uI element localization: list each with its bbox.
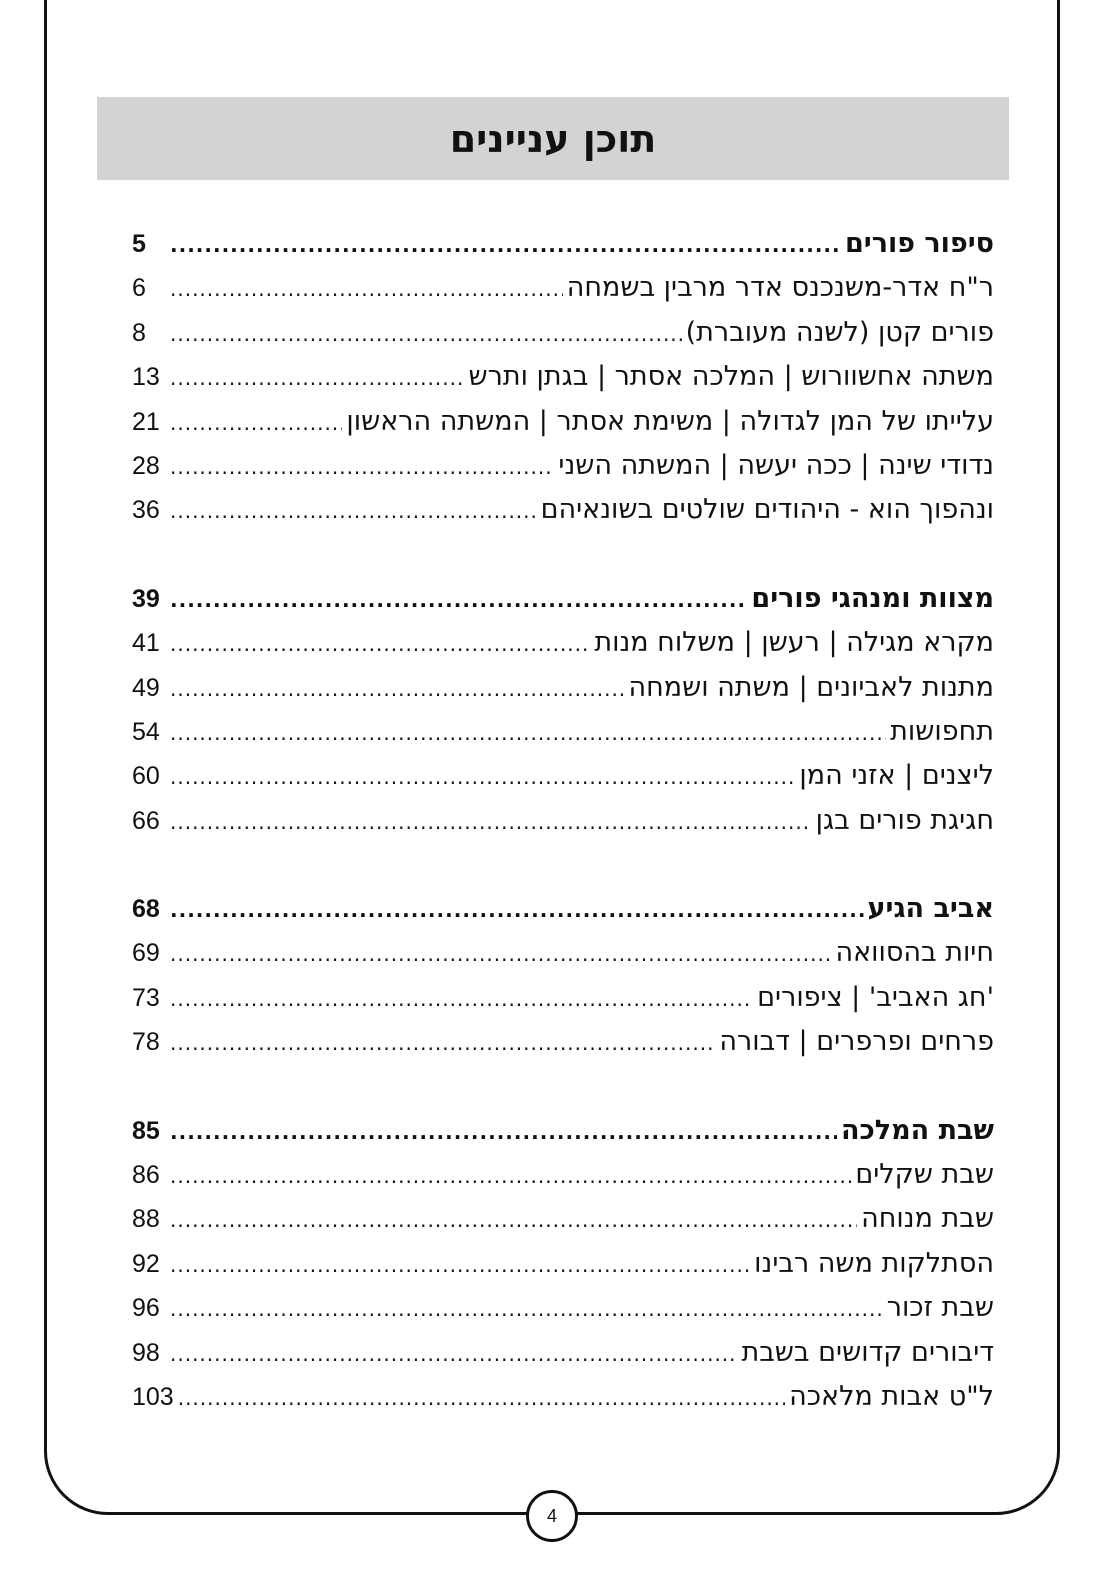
- toc-entry-page: 78: [132, 1028, 160, 1057]
- dot-leader: [170, 754, 795, 799]
- toc-heading-page: 5: [132, 230, 146, 258]
- toc-entry[interactable]: [132, 1153, 994, 1197]
- dot-leader: [170, 400, 342, 445]
- toc-entry-page: 69: [132, 939, 160, 968]
- toc-section-heading[interactable]: [132, 222, 994, 266]
- dot-leader: [170, 621, 590, 666]
- toc-entry-page: 36: [132, 496, 160, 525]
- toc-entry-label: שבת שקלים: [855, 1159, 994, 1191]
- toc-entry-page: 103: [132, 1382, 174, 1411]
- toc-entry-label: ליצנים | אזני המן: [799, 760, 994, 792]
- toc-entry[interactable]: [132, 1197, 994, 1241]
- toc-section-heading[interactable]: [132, 887, 994, 931]
- toc-entry[interactable]: [132, 266, 994, 310]
- toc-entry-label: עלייתו של המן לגדולה | משימת אסתר | המשתה הראשון: [346, 405, 994, 437]
- toc-entry-label: שבת זכור: [886, 1292, 994, 1324]
- dot-leader: [170, 311, 682, 356]
- dot-leader: [170, 444, 554, 489]
- toc-entry-page: 60: [132, 762, 160, 791]
- toc-entry-label: פרחים ופרפרים | דבורה: [719, 1026, 994, 1058]
- page-number: 4: [526, 1490, 578, 1542]
- toc-entry-page: 96: [132, 1294, 160, 1323]
- toc-entry-page: 8: [132, 318, 146, 347]
- toc-entry[interactable]: [132, 666, 994, 710]
- toc-entry-page: 66: [132, 806, 160, 835]
- toc-entry[interactable]: [132, 976, 994, 1020]
- dot-leader: [170, 976, 753, 1021]
- table-of-contents: [132, 222, 994, 1463]
- toc-entry-label: ר"ח אדר-משנכנס אדר מרבין בשמחה: [566, 272, 994, 304]
- toc-section: [132, 577, 994, 843]
- toc-entry[interactable]: [132, 1375, 994, 1419]
- toc-section-heading[interactable]: [132, 1109, 994, 1153]
- toc-section: [132, 1109, 994, 1420]
- toc-entry-label: פורים קטן (לשנה מעוברת): [685, 316, 994, 348]
- toc-entry[interactable]: [132, 444, 994, 488]
- dot-leader: [170, 488, 537, 533]
- dot-leader: [170, 222, 841, 267]
- dot-leader: [170, 266, 563, 311]
- toc-entry[interactable]: [132, 754, 994, 798]
- toc-entry-page: 41: [132, 629, 160, 658]
- dot-leader: [170, 710, 886, 755]
- toc-entry[interactable]: [132, 400, 994, 444]
- toc-entry-page: 86: [132, 1161, 160, 1190]
- toc-entry[interactable]: [132, 621, 994, 665]
- title-bar: [97, 97, 1009, 180]
- toc-heading-label: אביב הגיע: [867, 893, 994, 925]
- dot-leader: [170, 799, 812, 844]
- toc-entry-label: שבת מנוחה: [861, 1203, 994, 1235]
- toc-entry-label: ונהפוך הוא - היהודים שולטים בשונאיהם: [540, 494, 994, 526]
- toc-entry[interactable]: [132, 799, 994, 843]
- dot-leader: [170, 931, 831, 976]
- toc-entry-label: תחפושות: [890, 715, 994, 747]
- toc-entry-page: 73: [132, 983, 160, 1012]
- toc-heading-label: מצוות ומנהגי פורים: [751, 582, 994, 614]
- toc-entry-page: 13: [132, 363, 160, 392]
- toc-entry[interactable]: [132, 1242, 994, 1286]
- toc-entry[interactable]: [132, 1286, 994, 1330]
- toc-heading-label: שבת המלכה: [840, 1114, 994, 1146]
- toc-entry-page: 21: [132, 407, 160, 436]
- toc-entry-label: 'חג האביב' | ציפורים: [757, 981, 994, 1013]
- toc-entry[interactable]: [132, 1020, 994, 1064]
- toc-entry-page: 28: [132, 451, 160, 480]
- toc-section: [132, 222, 994, 533]
- dot-leader: [170, 1331, 737, 1376]
- toc-heading-page: 68: [132, 895, 160, 924]
- dot-leader: [178, 1375, 785, 1420]
- dot-leader: [170, 666, 624, 711]
- toc-entry-label: ל"ט אבות מלאכה: [789, 1380, 994, 1412]
- toc-heading-page: 85: [132, 1116, 160, 1145]
- toc-entry-page: 98: [132, 1338, 160, 1367]
- toc-entry-page: 54: [132, 717, 160, 746]
- toc-entry[interactable]: [132, 311, 994, 355]
- toc-entry-label: נדודי שינה | ככה יעשה | המשתה השני: [558, 449, 994, 481]
- dot-leader: [170, 1109, 837, 1154]
- dot-leader: [170, 887, 864, 932]
- toc-entry-label: מקרא מגילה | רעשן | משלוח מנות: [594, 627, 994, 659]
- dot-leader: [170, 1020, 715, 1065]
- toc-section-heading[interactable]: [132, 577, 994, 621]
- toc-entry-page: 92: [132, 1249, 160, 1278]
- dot-leader: [170, 1286, 883, 1331]
- toc-section: [132, 887, 994, 1065]
- toc-entry[interactable]: [132, 710, 994, 754]
- toc-entry-label: משתה אחשוורוש | המלכה אסתר | בגתן ותרש: [468, 361, 994, 393]
- toc-heading-page: 39: [132, 584, 160, 613]
- dot-leader: [170, 355, 465, 400]
- toc-entry[interactable]: [132, 931, 994, 975]
- dot-leader: [170, 1197, 857, 1242]
- dot-leader: [170, 1242, 750, 1287]
- toc-entry-label: מתנות לאביונים | משתה ושמחה: [628, 671, 994, 703]
- toc-heading-label: סיפור פורים: [844, 228, 994, 259]
- page-title: תוכן עניינים: [449, 116, 657, 161]
- toc-entry-label: הסתלקות משה רבינו: [754, 1247, 994, 1279]
- toc-entry[interactable]: [132, 488, 994, 532]
- toc-entry-page: 6: [132, 274, 146, 303]
- toc-entry-label: דיבורים קדושים בשבת: [741, 1336, 994, 1368]
- toc-entry-label: חגיגת פורים בגן: [815, 804, 994, 836]
- toc-entry[interactable]: [132, 355, 994, 399]
- toc-entry-page: 49: [132, 673, 160, 702]
- toc-entry[interactable]: [132, 1331, 994, 1375]
- toc-entry-page: 88: [132, 1205, 160, 1234]
- dot-leader: [170, 1153, 851, 1198]
- toc-entry-label: חיות בהסוואה: [835, 937, 994, 969]
- dot-leader: [170, 577, 747, 622]
